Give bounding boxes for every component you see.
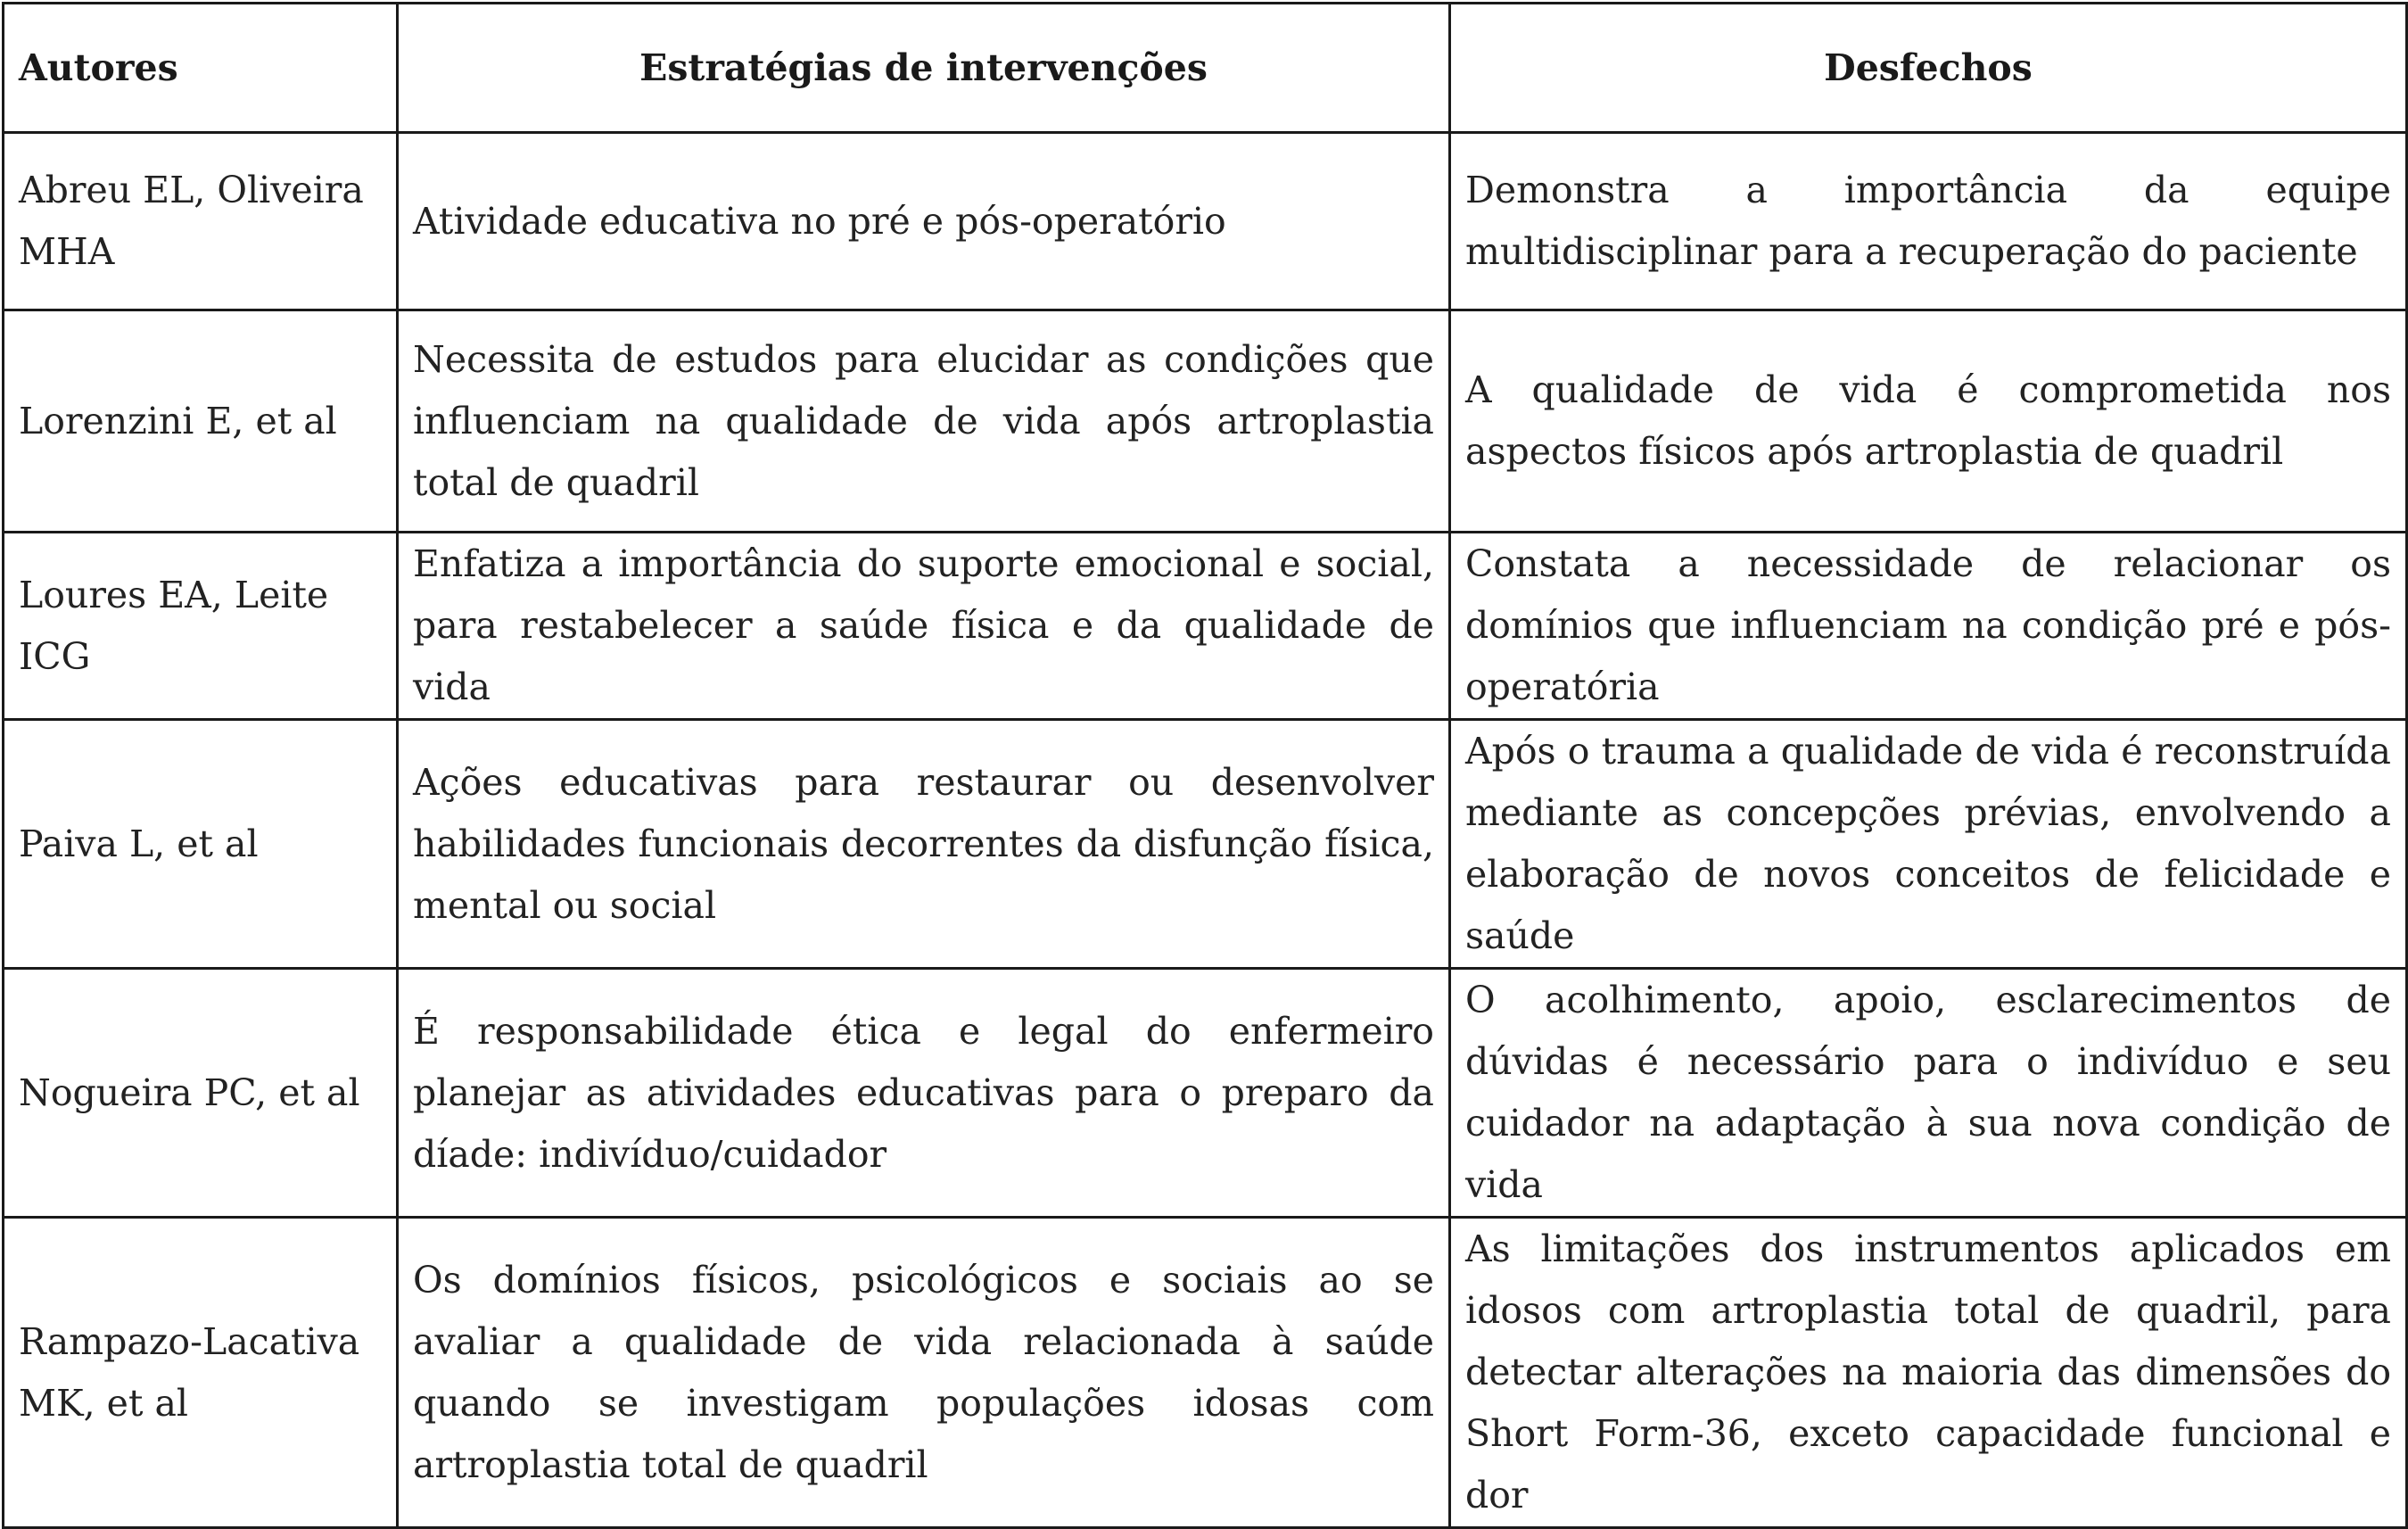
- cell-autores: Paiva L, et al: [4, 720, 398, 969]
- cell-estrategias: Os domínios físicos, psicológicos e sociais ao se avaliar a qualidade de vida relacionada à saúde quando se investigam populações idosas com artroplastia total de quadril: [398, 1218, 1450, 1528]
- table-row: [4, 720, 2407, 969]
- header-desfechos: Desfechos: [1450, 4, 2407, 133]
- cell-autores: Nogueira PC, et al: [4, 969, 398, 1218]
- cell-desfechos: Após o trauma a qualidade de vida é reconstruída mediante as concepções prévias, envolvendo a elaboração de novos conceitos de felicidade e saúde: [1450, 720, 2407, 969]
- cell-estrategias: Enfatiza a importância do suporte emocional e social, para restabelecer a saúde física e da qualidade de vida: [398, 533, 1450, 720]
- cell-estrategias: Ações educativas para restaurar ou desenvolver habilidades funcionais decorrentes da disfunção física, mental ou social: [398, 720, 1450, 969]
- interventions-table: [2, 2, 2408, 1529]
- table-row: [4, 133, 2407, 310]
- cell-estrategias: Atividade educativa no pré e pós-operatório: [398, 133, 1450, 310]
- cell-desfechos: As limitações dos instrumentos aplicados em idosos com artroplastia total de quadril, para detectar alterações na maioria das dimensões do Short Form-36, exceto capacidade funcional e dor: [1450, 1218, 2407, 1528]
- cell-autores: Abreu EL, Oliveira MHA: [4, 133, 398, 310]
- header-estrategias: Estratégias de intervenções: [398, 4, 1450, 133]
- cell-autores: Loures EA, Leite ICG: [4, 533, 398, 720]
- header-row: [4, 4, 2407, 133]
- table-row: [4, 1218, 2407, 1528]
- cell-desfechos: O acolhimento, apoio, esclarecimentos de dúvidas é necessário para o indivíduo e seu cuidador na adaptação à sua nova condição de vida: [1450, 969, 2407, 1218]
- cell-estrategias: Necessita de estudos para elucidar as condições que influenciam na qualidade de vida após artroplastia total de quadril: [398, 310, 1450, 533]
- cell-estrategias: É responsabilidade ética e legal do enfermeiro planejar as atividades educativas para o preparo da díade: indivíduo/cuidador: [398, 969, 1450, 1218]
- table-body: [4, 133, 2407, 1528]
- cell-autores: Rampazo-Lacativa MK, et al: [4, 1218, 398, 1528]
- table-row: [4, 969, 2407, 1218]
- cell-autores: Lorenzini E, et al: [4, 310, 398, 533]
- cell-desfechos: Constata a necessidade de relacionar os domínios que influenciam na condição pré e pós-operatória: [1450, 533, 2407, 720]
- table-row: [4, 310, 2407, 533]
- cell-desfechos: A qualidade de vida é comprometida nos aspectos físicos após artroplastia de quadril: [1450, 310, 2407, 533]
- table-row: [4, 533, 2407, 720]
- header-autores: Autores: [4, 4, 398, 133]
- table-header: [4, 4, 2407, 133]
- cell-desfechos: Demonstra a importância da equipe multidisciplinar para a recuperação do paciente: [1450, 133, 2407, 310]
